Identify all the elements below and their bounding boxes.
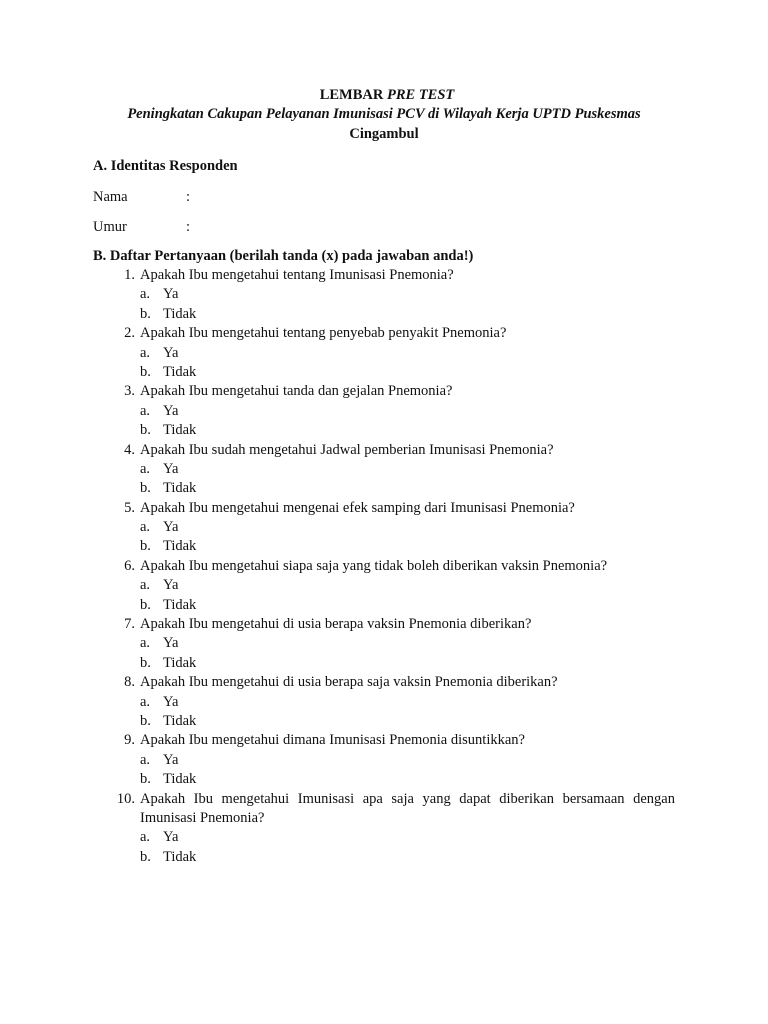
option-letter: b. — [140, 712, 151, 729]
field-umur — [93, 218, 190, 237]
question-text: Apakah Ibu mengetahui dimana Imunisasi Pnemonia disuntikkan? — [140, 732, 525, 749]
option-text: Tidak — [163, 771, 197, 788]
option-letter: a. — [140, 693, 151, 710]
answer-option[interactable] — [0, 634, 768, 653]
option-letter: b. — [140, 422, 151, 439]
question-text: Apakah Ibu mengetahui tentang penyebab penyakit Pnemonia? — [140, 325, 507, 342]
question-number: 1. — [124, 267, 135, 283]
option-text: Ya — [163, 286, 179, 303]
question-number: 2. — [124, 325, 135, 342]
answer-option[interactable] — [0, 537, 768, 556]
option-text: Tidak — [163, 596, 197, 613]
option-letter: a. — [140, 402, 151, 419]
question-text: Apakah Ibu mengetahui Imunisasi apa saja yang dapat diberikan bersamaan dengan Imunisasi Pnemonia? — [140, 790, 675, 826]
document-title-block — [0, 86, 768, 144]
option-text: Ya — [163, 577, 179, 594]
option-letter: b. — [140, 654, 151, 671]
title-plain: LEMBAR — [319, 87, 384, 103]
option-letter: a. — [140, 577, 151, 594]
option-letter: a. — [140, 460, 151, 477]
option-letter: b. — [140, 305, 151, 322]
question-item — [0, 382, 768, 401]
option-letter: b. — [140, 771, 151, 788]
question-number: 4. — [124, 441, 135, 458]
option-text: Tidak — [163, 848, 197, 865]
section-a-heading: A. Identitas Responden — [93, 158, 238, 174]
question-item — [0, 673, 768, 692]
page-title — [6, 86, 768, 105]
option-text: Tidak — [163, 422, 197, 439]
question-text: Apakah Ibu sudah mengetahui Jadwal pemberian Imunisasi Pnemonia? — [140, 441, 554, 458]
option-text: Tidak — [163, 305, 197, 322]
answer-option[interactable] — [0, 576, 768, 595]
subtitle-line-2: Cingambul — [349, 125, 419, 142]
question-list — [0, 266, 768, 867]
option-text: Ya — [163, 344, 179, 361]
answer-option[interactable] — [0, 712, 768, 731]
title-italic: PRE TEST — [387, 87, 455, 103]
question-item — [0, 731, 768, 750]
option-text: Ya — [163, 402, 179, 419]
answer-option[interactable] — [0, 770, 768, 789]
option-letter: a. — [140, 751, 151, 768]
question-item — [0, 615, 768, 634]
option-text: Tidak — [163, 480, 197, 497]
option-text: Tidak — [163, 538, 197, 555]
question-text: Apakah Ibu mengetahui di usia berapa saja vaksin Pnemonia diberikan? — [140, 674, 558, 691]
option-text: Ya — [163, 460, 179, 477]
option-text: Ya — [163, 751, 179, 768]
option-letter: b. — [140, 596, 151, 613]
option-letter: a. — [140, 829, 151, 846]
answer-option[interactable] — [0, 344, 768, 363]
answer-option[interactable] — [0, 305, 768, 324]
option-text: Ya — [163, 829, 179, 846]
option-text: Tidak — [163, 712, 197, 729]
question-item — [0, 266, 768, 285]
answer-option[interactable] — [0, 285, 768, 304]
field-nama-separator: : — [186, 189, 191, 205]
option-letter: b. — [140, 538, 151, 555]
question-item — [0, 441, 768, 460]
answer-option[interactable] — [0, 479, 768, 498]
option-text: Ya — [163, 635, 179, 652]
answer-option[interactable] — [0, 518, 768, 537]
answer-option[interactable] — [0, 654, 768, 673]
question-text: Apakah Ibu mengetahui tentang Imunisasi Pnemonia? — [140, 267, 454, 283]
option-text: Ya — [163, 519, 179, 536]
question-text: Apakah Ibu mengetahui di usia berapa vaksin Pnemonia diberikan? — [140, 616, 532, 633]
question-text: Apakah Ibu mengetahui siapa saja yang tidak boleh diberikan vaksin Pnemonia? — [140, 557, 608, 574]
option-letter: b. — [140, 848, 151, 865]
answer-option[interactable] — [0, 828, 768, 847]
question-text: Apakah Ibu mengetahui mengenai efek samping dari Imunisasi Pnemonia? — [140, 499, 575, 516]
subtitle-line-1: Peningkatan Cakupan Pelayanan Imunisasi PCV di Wilayah Kerja UPTD Puskesmas — [127, 106, 641, 123]
answer-option[interactable] — [0, 402, 768, 421]
field-umur-label: Umur — [93, 219, 127, 235]
question-number: 9. — [124, 732, 135, 749]
answer-option[interactable] — [0, 363, 768, 382]
question-number: 5. — [124, 499, 135, 516]
question-text: Apakah Ibu mengetahui tanda dan gejalan Pnemonia? — [140, 383, 453, 400]
question-item — [0, 790, 768, 829]
question-number: 6. — [124, 557, 135, 574]
question-item — [0, 324, 768, 343]
field-nama-label: Nama — [93, 189, 128, 205]
answer-option[interactable] — [0, 751, 768, 770]
option-letter: a. — [140, 519, 151, 536]
question-number: 3. — [124, 383, 135, 400]
field-nama — [93, 188, 190, 207]
option-text: Tidak — [163, 654, 197, 671]
question-number: 7. — [124, 616, 135, 633]
option-letter: b. — [140, 480, 151, 497]
answer-option[interactable] — [0, 421, 768, 440]
option-letter: a. — [140, 344, 151, 361]
answer-option[interactable] — [0, 848, 768, 867]
option-letter: b. — [140, 363, 151, 380]
field-umur-separator: : — [186, 219, 191, 235]
answer-option[interactable] — [0, 460, 768, 479]
option-text: Ya — [163, 693, 179, 710]
option-letter: a. — [140, 286, 151, 303]
question-item — [0, 499, 768, 518]
question-number: 8. — [124, 674, 135, 691]
option-letter: a. — [140, 635, 151, 652]
section-b-heading: B. Daftar Pertanyaan (berilah tanda (x) pada jawaban anda!) — [93, 248, 474, 264]
option-text: Tidak — [163, 363, 197, 380]
answer-option[interactable] — [0, 596, 768, 615]
answer-option[interactable] — [0, 693, 768, 712]
question-item — [0, 557, 768, 576]
question-number: 10. — [116, 790, 135, 807]
